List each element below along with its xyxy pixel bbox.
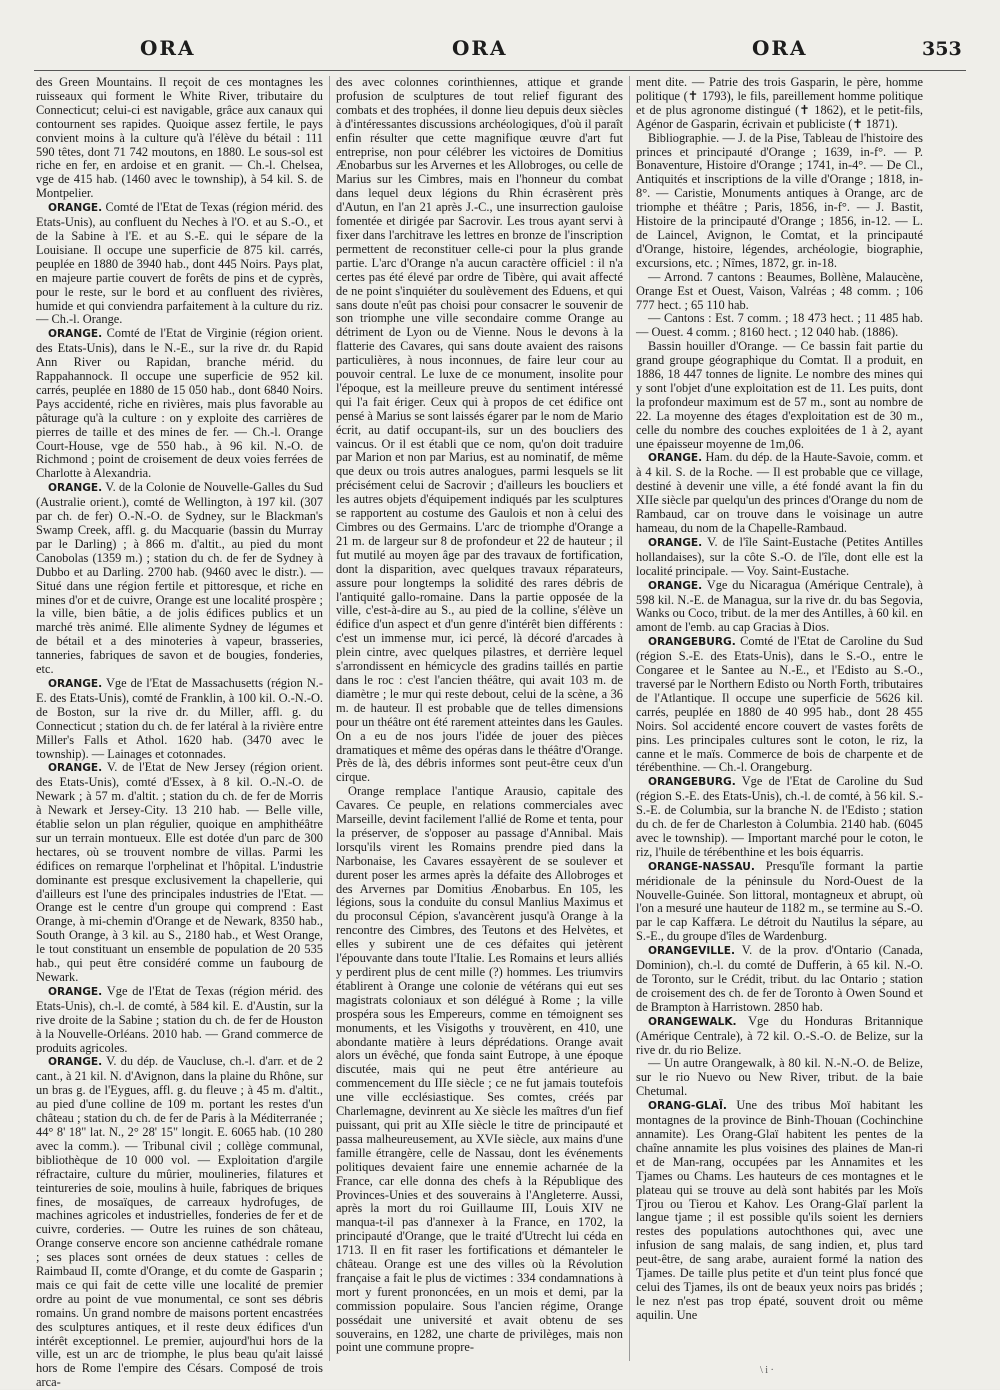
header-right-word: ORA: [752, 36, 808, 60]
entry-text: ment dite. — Patrie des trois Gasparin, le père, homme politique (✝ 1793), le fils, pareillement homme politique et de plus agronome distingué (✝ 1862), et le petit-fils, Agénor de Gasparin, écrivain et publiciste (✝ 1871).: [636, 75, 923, 131]
dictionary-entry: [36, 677, 323, 761]
entry-text: Comté de l'Etat de Caroline du Sud (région S.-E. des Etats-Unis), dans le S.-O., entre le Congaree et le Santee au N.-E., et l'Edisto au S.-O., traversé par le Northern Edisto ou North Forth, tributaires de l'Atlantique. Il occupe une superficie de 5626 kil. carrés, peuplée en 1880 de 40 995 hab., dont 28 455 Noirs. Sol accidenté encore couvert de vastes forêts de pins. Les principales cultures sont le coton, le riz, la canne et le maïs. Commerce de bois de charpente et de térébenthine. — Ch.-l. Orangeburg.: [636, 634, 923, 775]
entry-text: des avec colonnes corinthiennes, attique et grande profusion de sculptures de tout relief figurant des combats et des trophées, il donne lieu depuis deux siècles à d'intéressantes discussions archéologiques, d'où il paraît enfin résulter que cette magnifique œuvre d'art fut entreprise, non pour célébrer les victoires de Domitius Ænobarbus sur les Arvernes et les Allobroges, ou celle de Marius sur les Cimbres, mais en l'honneur du combat dans lequel deux légions du Rhin écrasèrent près d'Autun, en l'an 21 après J.-C., une insurrection gauloise fomentée et dirigée par Sacrovir. Les trous ayant servi à fixer dans l'architrave les lettres en bronze de l'inscription permettent de reconstituer celle-ci pour la plus grande partie. L'arc d'Orange n'a aucun caractère officiel : il n'a certes pas été élevé par ordre de Tibère, qui avait affecté de ne point s'inquiéter du soulèvement des Eduens, et qui sans doute n'eût pas choisi pour consacrer le souvenir de son triomphe une ville secondaire comme Orange au détriment de Lyon ou de Vienne. Nous le devons à la flatterie des Cavares, qui sans doute avaient des raisons particulières, à nous inconnues, de faire leur cour au pouvoir central. Le luxe de ce monument, insolite pour l'époque, est la meilleure preuve du sentiment intéressé qui l'a fait ériger. Ceux qui à propos de cet édifice ont pensé à Marius se sont laissés égarer par le nom de Mario écrit, au datif occupant-ils, sur un des boucliers des vaincus. Or il est établi que ce nom, qu'on doit traduire par Marion et non par Marius, est au nominatif, de même que deux ou trois autres analogues, parmi lesquels se lit précisément celui de Sacrovir ; d'ailleurs les boucliers et les autres objets d'équipement indiqués par les sculptures se rapportent au costume des Gaulois et non à celui des Cimbres ou des Germains. L'arc de triomphe d'Orange a 21 m. de largeur sur 8 de profondeur et 22 de hauteur ; il fut mutilé au moyen âge par des travaux de fortification, dont la disparition, avec quelques travaux réparateurs, assure pour longtemps la solidité des rares débris de l'antiquité gallo-romaine. Dans la partie opposée de la ville, c'est-à-dire au S., au pied de la colline, s'élève un édifice d'un aspect et d'un genre d'intérêt bien différents : c'est un immense mur, ici percé, là décoré d'arcades à plein cintre, avec quelques pilastres, et derrière lequel s'arrondissent en hémicycle des gradins taillés en partie dans le roc : c'est l'ancien théâtre, qui avait 103 m. de diamètre ; le mur qui reste debout, celui de la scène, a 36 m. de hauteur. Il est probable que de telles dimensions pour un théâtre ont été rarement atteintes dans les Gaules. On a eu de nos jours l'idée de jouer des pièces dramatiques et même des opéras dans le théâtre d'Orange. Près de là, des débris informes sont peut-être ceux d'un cirque.: [336, 75, 623, 785]
entry-text: Vge de l'Etat de Massachusetts (région N.-E. des Etats-Unis), comté de Franklin, à 100 kil. O.-N.-O. de Boston, sur la rive dr. du Miller, affl. g. du Connecticut ; station du ch. de fer latéral à la rivière entre Miller's Falls et Athol. 1620 hab. (3470 avec le township). — Lainages et cotonnades.: [36, 675, 324, 761]
entry-text: V. de la prov. d'Ontario (Canada, Dominion), ch.-l. du comté de Dufferin, à 65 kil. N.-O. de Toronto, sur le Crédit, tribut. du lac Ontario ; station de croisement des ch. de fer de Toronto à Owen Sound et de Brampton à Harristown. 2850 hab.: [636, 943, 924, 1014]
entry-text: Presqu'île formant la partie méridionale de la péninsule du Nord-Ouest de la Nouvelle-Guinée. Son littoral, montagneux et abrupt, où l'on a mesuré une hauteur de 1182 m., se termine au S.-O. par le cap Kaffæra. Le détroit du Nautilus la sépare, au S.-E., du groupe d'îles de Wardenburg.: [636, 858, 923, 944]
page-number: 353: [922, 38, 962, 60]
dictionary-entry: [36, 761, 323, 985]
entry-text: Bibliographie. — J. de la Pise, Tableau de l'histoire des princes et principauté d'Orange ; 1639, in-f°. — P. Bonaventure, Histoire d'Orange ; 1741, in-4°. — De Cl., Antiquités et inscriptions de la ville d'Orange ; 1818, in-8°. — Caristie, Monuments antiques à Orange, arc de triomphe et théâtre ; Paris, 1856, in-f°. — J. Bastit, Histoire de la principauté d'Orange ; 1856, in-12. — L. de Laincel, Avignon, le Comtat, et la principauté d'Orange, histoire, légendes, archéologie, biographie, excursions, etc. ; Nîmes, 1872, gr. in-18.: [636, 130, 923, 270]
header-rule: [34, 70, 966, 71]
dictionary-entry: [336, 785, 623, 1355]
dictionary-entry: [36, 481, 323, 677]
dictionary-entry: [636, 1099, 923, 1323]
entry-headword: ORANGE.: [648, 579, 703, 592]
column-divider: [329, 76, 330, 1361]
dictionary-entry: [636, 860, 923, 944]
entry-text: Orange remplace l'antique Arausio, capitale des Cavares. Ce peuple, en relations commerciales avec Marseille, devint facilement l'allié de Rome et tenta, pour la préserver, de s'opposer au passage d'Annibal. Mais lorsqu'ils virent les Romains prendre pied dans la Narbonaise, les Cavares essayèrent de se soulever et durent poser les armes après la défaite des Allobroges et des Arvernes par Domitius Ænobarbus. En 105, les légions, sous la conduite du consul Manlius Maximus et du proconsul Cépion, s'avancèrent jusqu'à Orange à la rencontre des Cimbres, des Teutons et des Helvètes, et elles y subirent une de ces défaites qui jetèrent l'épouvante dans toute l'Italie. Les Romains et leurs alliés y perdirent plus de cent mille (?) hommes. Les triumvirs établirent à Orange une colonie de vétérans qui eut ses magistrats coloniaux et son délégué à Rome ; la ville prospéra sous les Empereurs, comme en témoignent ses monuments, et les Visigoths y trouvèrent, en 410, une abondante matière à leurs déprédations. Orange avait alors un évêché, que fonda saint Eutrope, à une époque discutée, mais qui ne peut être antérieure au commencement du IIIe siècle ; ce ne fut jamais toutefois une ville ecclésiastique. Ses comtes, créés par Charlemagne, devinrent au Xe siècle les maîtres d'un fief puissant, qui prit au XIIe siècle le titre de principauté et passa malheureusement, au XVIe siècle, aux mains d'une famille étrangère, celle de Nassau, dont les événements politiques devaient faire une ennemie acharnée de la France, car elle donna des chefs à la République des Provinces-Unies et des souverains à l'Angleterre. Aussi, après la mort du roi Guillaume III, Louis XIV ne manqua-t-il pas d'annexer à la France, en 1702, la principauté d'Orange, que le traité d'Utrecht lui céda en 1713. Il en fit raser les fortifications et démanteler le château. Orange est une des villes où la Révolution française a fait le plus de victimes : 334 condamnations à mort y furent prononcées, en un mois et demi, par la commission populaire. Sous l'ancien régime, Orange possédait une université et avait obtenu de ses souverains, en 1282, une charte de privilèges, mais non point une commune propre-: [336, 784, 623, 1355]
column-divider: [629, 76, 630, 1361]
entry-text: Ham. du dép. de la Haute-Savoie, comm. et à 4 kil. S. de la Roche. — Il est probable que ce village, destiné à devenir une ville, a été fondé avant la fin du XIIe siècle par quelqu'un des princes d'Orange du nom de Rambaud, car on trouve dans le voisinage un autre hameau, du nom de la Chapelle-Rambaud.: [636, 450, 923, 535]
entry-headword: ORANGE.: [48, 1056, 103, 1069]
entry-headword: ORANGE.: [648, 452, 703, 465]
dictionary-entry: [36, 327, 323, 481]
entry-text: Vge du Nicaragua (Amérique Centrale), à 598 kil. N.-E. de Managua, sur la rive dr. du bas Segovia, Wanks ou Coco, tribut. de la mer des Antilles, à 60 kil. en amont de l'emb. au cap Gracias à Dios.: [636, 577, 924, 635]
entry-headword: ORANG-GLAÏ.: [648, 1100, 727, 1113]
dictionary-entry: [636, 451, 923, 535]
entry-text: V. du dép. de Vaucluse, ch.-l. d'arr. et de 2 cant., à 21 kil. N. d'Avignon, dans la plaine du Rhône, sur un bras g. de l'Eygues, affl. g. du fleuve ; à 45 m. d'altit., au pied d'une colline de 109 m. portant les restes d'un château ; station du ch. de fer de Paris à la Méditerranée ; 44° 8' 18" lat. N., 2° 28' 15" longit. E. 6065 hab. (10 280 avec la comm.). — Tribunal civil ; collège communal, bibliothèque de 10 000 vol. — Exploitation d'argile réfractaire, culture du mûrier, moulineries, filatures et teintureries de soie, moulins à huile, fabriques de briques fines, de mosaïques, de carreaux hydrofuges, de machines agricoles et industrielles, fonderies de fer et de cuivre, corderies. — Outre les ruines de son château, Orange conserve encore son ancienne cathédrale romane ; ses places sont ornées de deux statues : celles de Raimbaud II, comte d'Orange, et du comte de Gasparin ; mais ce qui fait de cette ville une localité de premier ordre au point de vue monumental, ce sont ses débris romains. Un grand nombre de maisons portent encastrées des sculptures antiques, et il reste deux édifices d'un intérêt exceptionnel. Le premier, aujourd'hui hors de la ville, est un arc de triomphe, le plus beau qu'ait laissé hors de Rome l'empire des Césars. Composé de trois arca-: [36, 1054, 324, 1390]
entry-text: V. de la Colonie de Nouvelle-Galles du Sud (Australie orient.), comté de Wellington, à 197 kil. (307 par ch. de fer) O.-N.-O. de Sydney, sur le Blackman's Swamp Creek, affl. g. du Macquarie (bassin du Murray par le Darling) ; à 866 m. d'altit., au pied du mont Canobolas (1359 m.) ; station du ch. de fer de Sydney à Dubbo et au Darling. 2700 hab. (9460 avec le distr.). — Situé dans une région fertile et pittoresque, et riche en mines d'or et de cuivre, Orange est une localité prospère ; la ville, bien bâtie, a de jolis édifices publics et un marché très animé. Elle alimente Sydney de légumes et de bétail et a des minoteries à vapeur, brasseries, tanneries, fabriques de savon et de bougies, fonderies, etc.: [36, 480, 323, 677]
dictionary-entry: [636, 635, 923, 775]
entry-text: Vge de l'Etat de Texas (région mérid. des Etats-Unis), ch.-l. de comté, à 584 kil. E. d'Austin, sur la rive droite de la Sabine ; station du ch. de fer de Houston à la Nouvelle-Orléans. 2010 hab. — Grand commerce de produits agricoles.: [36, 983, 324, 1055]
entry-text: V. de l'île Saint-Eustache (Petites Antilles hollandaises), sur la côte S.-O. de l'île, dont elle est la localité principale. — Voy. Saint-Eustache.: [636, 534, 924, 578]
entry-text: — Un autre Orangewalk, à 80 kil. N.-N.-O. de Belize, sur le rio Nuevo ou New River, tribut. de la baie Chetumal.: [636, 1056, 923, 1099]
dictionary-entry: [636, 775, 923, 859]
entry-headword: ORANGEWALK.: [648, 1015, 737, 1028]
column-middle: [336, 76, 623, 1361]
dictionary-entry: [36, 1055, 323, 1390]
dictionary-entry: [36, 76, 323, 201]
entry-text: Une des tribus Moï habitant les montagnes de la province de Binh-Thouan (Cochinchine annamite). Les Orang-Glaï habitent les pentes de la chaîne annamite les plus voisines des plaines de Man-ri et de Man-rang, occupées par les Annamites et les Tjames ou Chams. Les hauteurs de ces montagnes et le plateau qui se trouve au delà sont habités par les Moïs Tjrou ou Tierou et Kahov. Les Orang-Glaï parlent la langue tjame ; il est possible qu'ils soient les derniers restes des populations autochthones qui, avec une infusion de sang malais, de sang indien, et, plus tard peut-être, de sang arabe, auraient formé la nation des Tjames. De taille plus petite et d'un teint plus foncé que celui des Tjames, ils ont de beaux yeux noirs pas bridés ; le nez n'est pas trop épaté, souvent droit ou même aquilin. Une: [636, 1098, 923, 1322]
header-left-word: ORA: [140, 36, 196, 60]
entry-headword: ORANGEVILLE.: [648, 945, 736, 958]
entry-headword: ORANGE.: [48, 677, 103, 690]
dictionary-entry: [336, 76, 623, 785]
entry-headword: ORANGEBURG.: [648, 776, 736, 789]
entry-headword: ORANGE.: [48, 985, 103, 998]
entry-headword: ORANGEBURG.: [648, 636, 736, 649]
header-center-word: ORA: [452, 36, 508, 60]
column-left: [36, 75, 324, 1390]
dictionary-entry: [636, 1015, 923, 1058]
entry-headword: ORANGE.: [48, 482, 103, 495]
entry-text: V. de l'Etat de New Jersey (région orient. des Etats-Unis), comté d'Essex, à 8 kil. O.-N.-O. de Newark ; à 57 m. d'altit. ; station du ch. de fer de Morris à Newark et Jersey-City. 13 210 hab. — Belle ville, établie selon un plan régulier, quoique en amphithéâtre sur un terrain montueux. Elle est dotée d'un parc de 300 hectares, où se trouvent nombre de villas. Parmi les édifices on remarque l'orphelinat et l'hôpital. L'industrie dominante est presque exclusivement la chapellerie, qui d'ailleurs est l'une des principales industries de l'Etat. — Orange est le centre d'un groupe qui comprend : East Orange, à mi-chemin d'Orange et de Newark, 8350 hab., South Orange, à 3 kil. au S., 2180 hab., et West Orange, le tout constituant un ensemble de population de 20 535 hab., qui peut être considéré comme un faubourg de Newark.: [36, 760, 324, 984]
dictionary-entry: [636, 76, 923, 132]
entry-text: Comté de l'Etat de Texas (région mérid. des Etats-Unis), au confluent du Neches à l'O. et au S.-O., et de la Sabine à l'E. et au S.-E. qui le sépare de la Louisiane. Il occupe une superficie de 875 kil. carrés, peuplée en 1880 de 3940 hab., dont 445 Noirs. Pays plat, en majeure partie couvert de forêts de pins et de cyprès, pour le reste, sur le bord et au confluent des rivières, humide et qui conviendra parfaitement à la culture du riz. — Ch.-l. Orange.: [36, 200, 323, 327]
entry-headword: ORANGE-NASSAU.: [648, 860, 755, 873]
column-right: [636, 76, 923, 1361]
dictionary-entry: [636, 944, 923, 1015]
entry-text: Comté de l'Etat de Virginie (région orient. des Etats-Unis), dans le N.-E., sur la rive dr. du Rapid Ann River ou Rapidan, branche mérid. du Rappahannock. Il occupe une superficie de 952 kil. carrés, peuplée en 1880 de 15 050 hab., dont 6840 Noirs. Pays accidenté, riche en rivières, mais plus favorable au pâturage qu'à la culture : on y exploite des carrières de pierres de taille et des mines de fer. — Ch.-l. Orange Court-House, vge de 550 hab., à 96 kil. N.-O. de Richmond ; point de croisement de deux voies ferrées de Charlotte à Alexandria.: [36, 326, 323, 481]
entry-headword: ORANGE.: [48, 762, 103, 775]
dictionary-entry: [636, 340, 923, 451]
entry-text: Vge de l'Etat de Caroline du Sud (région S.-E. des Etats-Unis), ch.-l. de comté, à 56 kil. S.-S.-E. de Columbia, sur la branche N. de l'Edisto ; station du ch. de fer de Charleston à Columbia. 2140 hab. (6045 avec le township). — Important marché pour le coton, le riz, l'huile de térébenthine et les bois équarris.: [636, 774, 923, 859]
dictionary-entry: [636, 312, 923, 340]
entry-headword: ORANGE.: [48, 202, 103, 215]
page-footer-marks: \ i ·: [760, 1365, 774, 1376]
entry-text: des Green Mountains. Il reçoit de ces montagnes les ruisseaux qui forment le White River, tributaire du Connecticut; celui-ci est navigable, grâce aux canaux qui contournent ses rapides. Quoique assez fertile, le pays convient moins à la culture qu'à l'élève du bétail : 111 590 têtes, dont 71 742 moutons, en 1880. Le sous-sol est riche en fer, en ardoise et en granit. — Ch.-l. Chelsea, vge de 415 hab. (1460 avec le township), à 54 kil. S. de Montpelier.: [36, 75, 323, 201]
entry-text: — Cantons : Est. 7 comm. ; 18 473 hect. ; 11 485 hab. — Ouest. 4 comm. ; 8160 hect. ; 12 040 hab. (1886).: [636, 311, 923, 340]
entry-text: — Arrond. 7 cantons : Beaumes, Bollène, Malaucène, Orange Est et Ouest, Vaison, Valréas ; 48 comm. ; 106 777 hect. ; 65 110 hab.: [636, 269, 923, 312]
dictionary-entry: [636, 1057, 923, 1099]
entry-headword: ORANGE.: [48, 328, 103, 341]
dictionary-entry: [636, 271, 923, 313]
entry-text: Vge du Honduras Britannique (Amérique Centrale), à 72 kil. O.-S.-O. de Belize, sur la rive dr. du rio Belize.: [636, 1013, 923, 1057]
entry-headword: ORANGE.: [648, 536, 703, 549]
dictionary-entry: [636, 579, 923, 636]
entry-text: Bassin houiller d'Orange. — Ce bassin fait partie du grand groupe géographique du Comtat. Il a produit, en 1886, 18 447 tonnes de lignite. Le nombre des mines qui y sont l'objet d'une exploitation est de 11. Les puits, dont la profondeur maximum est de 57 m., sont au nombre de 22. La moyenne des étages d'exploitation est de 30 m., celle du nombre des couches exploitées de 1 à 2, ayant une épaisseur moyenne de 1m,06.: [636, 339, 923, 451]
dictionary-entry: [636, 132, 923, 271]
dictionary-entry: [36, 985, 323, 1056]
dictionary-entry: [36, 201, 323, 327]
dictionary-entry: [636, 536, 923, 579]
